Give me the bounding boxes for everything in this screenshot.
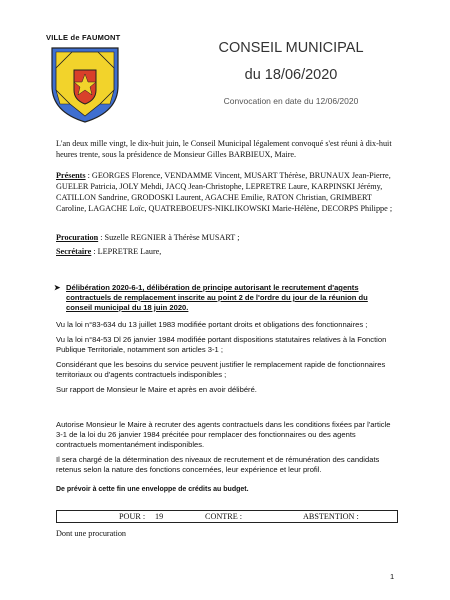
vote-box [56,510,398,523]
deliberation-heading [54,283,396,313]
convocation-date: Convocation en date du 12/06/2020 [223,96,359,106]
procuration-text: : Suzelle REGNIER à Thérèse MUSART ; [98,233,240,242]
budget-line: De prévoir à cette fin une enveloppe de crédits au budget. [56,486,249,493]
presents-label: Présents [56,171,86,180]
intro-paragraph: L'an deux mille vingt, le dix-huit juin, le Conseil Municipal légalement convoqué s'est réuni à dix-huit heures trente, sous la présidence de Monsieur Gilles BARBIEUX, Maire. [56,139,392,159]
town-name: VILLE de FAUMONT [46,33,121,42]
secretaire-text: : LEPRETRE Laure, [91,247,162,256]
visa-3: Considérant que les besoins du service peuvent justifier le remplacement rapide de fonctionnaires territoriaux ou d'agents contractuels indisponibles ; [56,360,386,379]
vote-contre-label: CONTRE : [205,512,243,521]
secretaire-paragraph [56,246,396,257]
procuration-paragraph [56,232,396,243]
decision-2: Il sera chargé de la détermination des niveaux de recrutement et de rémunération des candidats retenus selon la nature des fonctions concernées, leur expérience et leur profil. [56,455,380,474]
visa-4: Sur rapport de Monsieur le Maire et après en avoir délibéré. [56,385,257,394]
visa-1: Vu la loi n°83-634 du 13 juillet 1983 modifiée portant droits et obligations des fonctionnaires ; [56,320,368,329]
presents-list: : GEORGES Florence, VENDAMME Vincent, MUSART Thérèse, BRUNAUX Jean-Pierre, GUELER Patricia, JOLY Mehdi, JACQ Jean-Christophe, LEPRETRE Laure, KARPINSKI Jérémy, CATILLON Sandrine, GRODOSKI Laurent, AGACHE Emilie, RATON Christian, GRIMBERT Caroline, LAGACHE Loïc, QUATREBOEUFS-NIKLIKOWSKI Marie-Hélène, DECORPS Philippe ; [56,171,393,213]
presents-paragraph [56,170,396,214]
page-number: 1 [390,572,395,581]
secretaire-label: Secrétaire [56,247,92,256]
visa-2: Vu la loi n°84-53 Dl 26 janvier 1984 modifiée portant dispositions statutaires relatives à la Fonction Publique Territoriale, notamment son articles 3-1 ; [56,335,387,354]
deliberation-title: Délibération 2020-6-1, délibération de principe autorisant le recrutement d'agents contractuels de remplacement inscrite au point 2 de l'ordre du jour de la réunion du conseil municipal du 18 juin 2020. [66,283,368,312]
decision-1: Autorise Monsieur le Maire à recruter des agents contractuels dans les conditions fixées par l'article 3-1 de la loi du 26 janvier 1984 précitée pour remplacer des fonctionnaires ou des agents contractuels momentanément indisponibles. [56,420,391,449]
council-date: du 18/06/2020 [244,67,338,83]
arrow-bullet-icon: ➤ [54,283,61,292]
town-crest-logo [50,46,120,124]
vote-pour-label: POUR : [119,512,146,521]
procuration-label: Procuration [56,233,99,242]
vote-abstention-label: ABSTENTION : [303,512,359,521]
vote-pour-value: 19 [155,512,164,521]
procuration-note: Dont une procuration [56,529,127,538]
council-title: CONSEIL MUNICIPAL [218,40,364,56]
